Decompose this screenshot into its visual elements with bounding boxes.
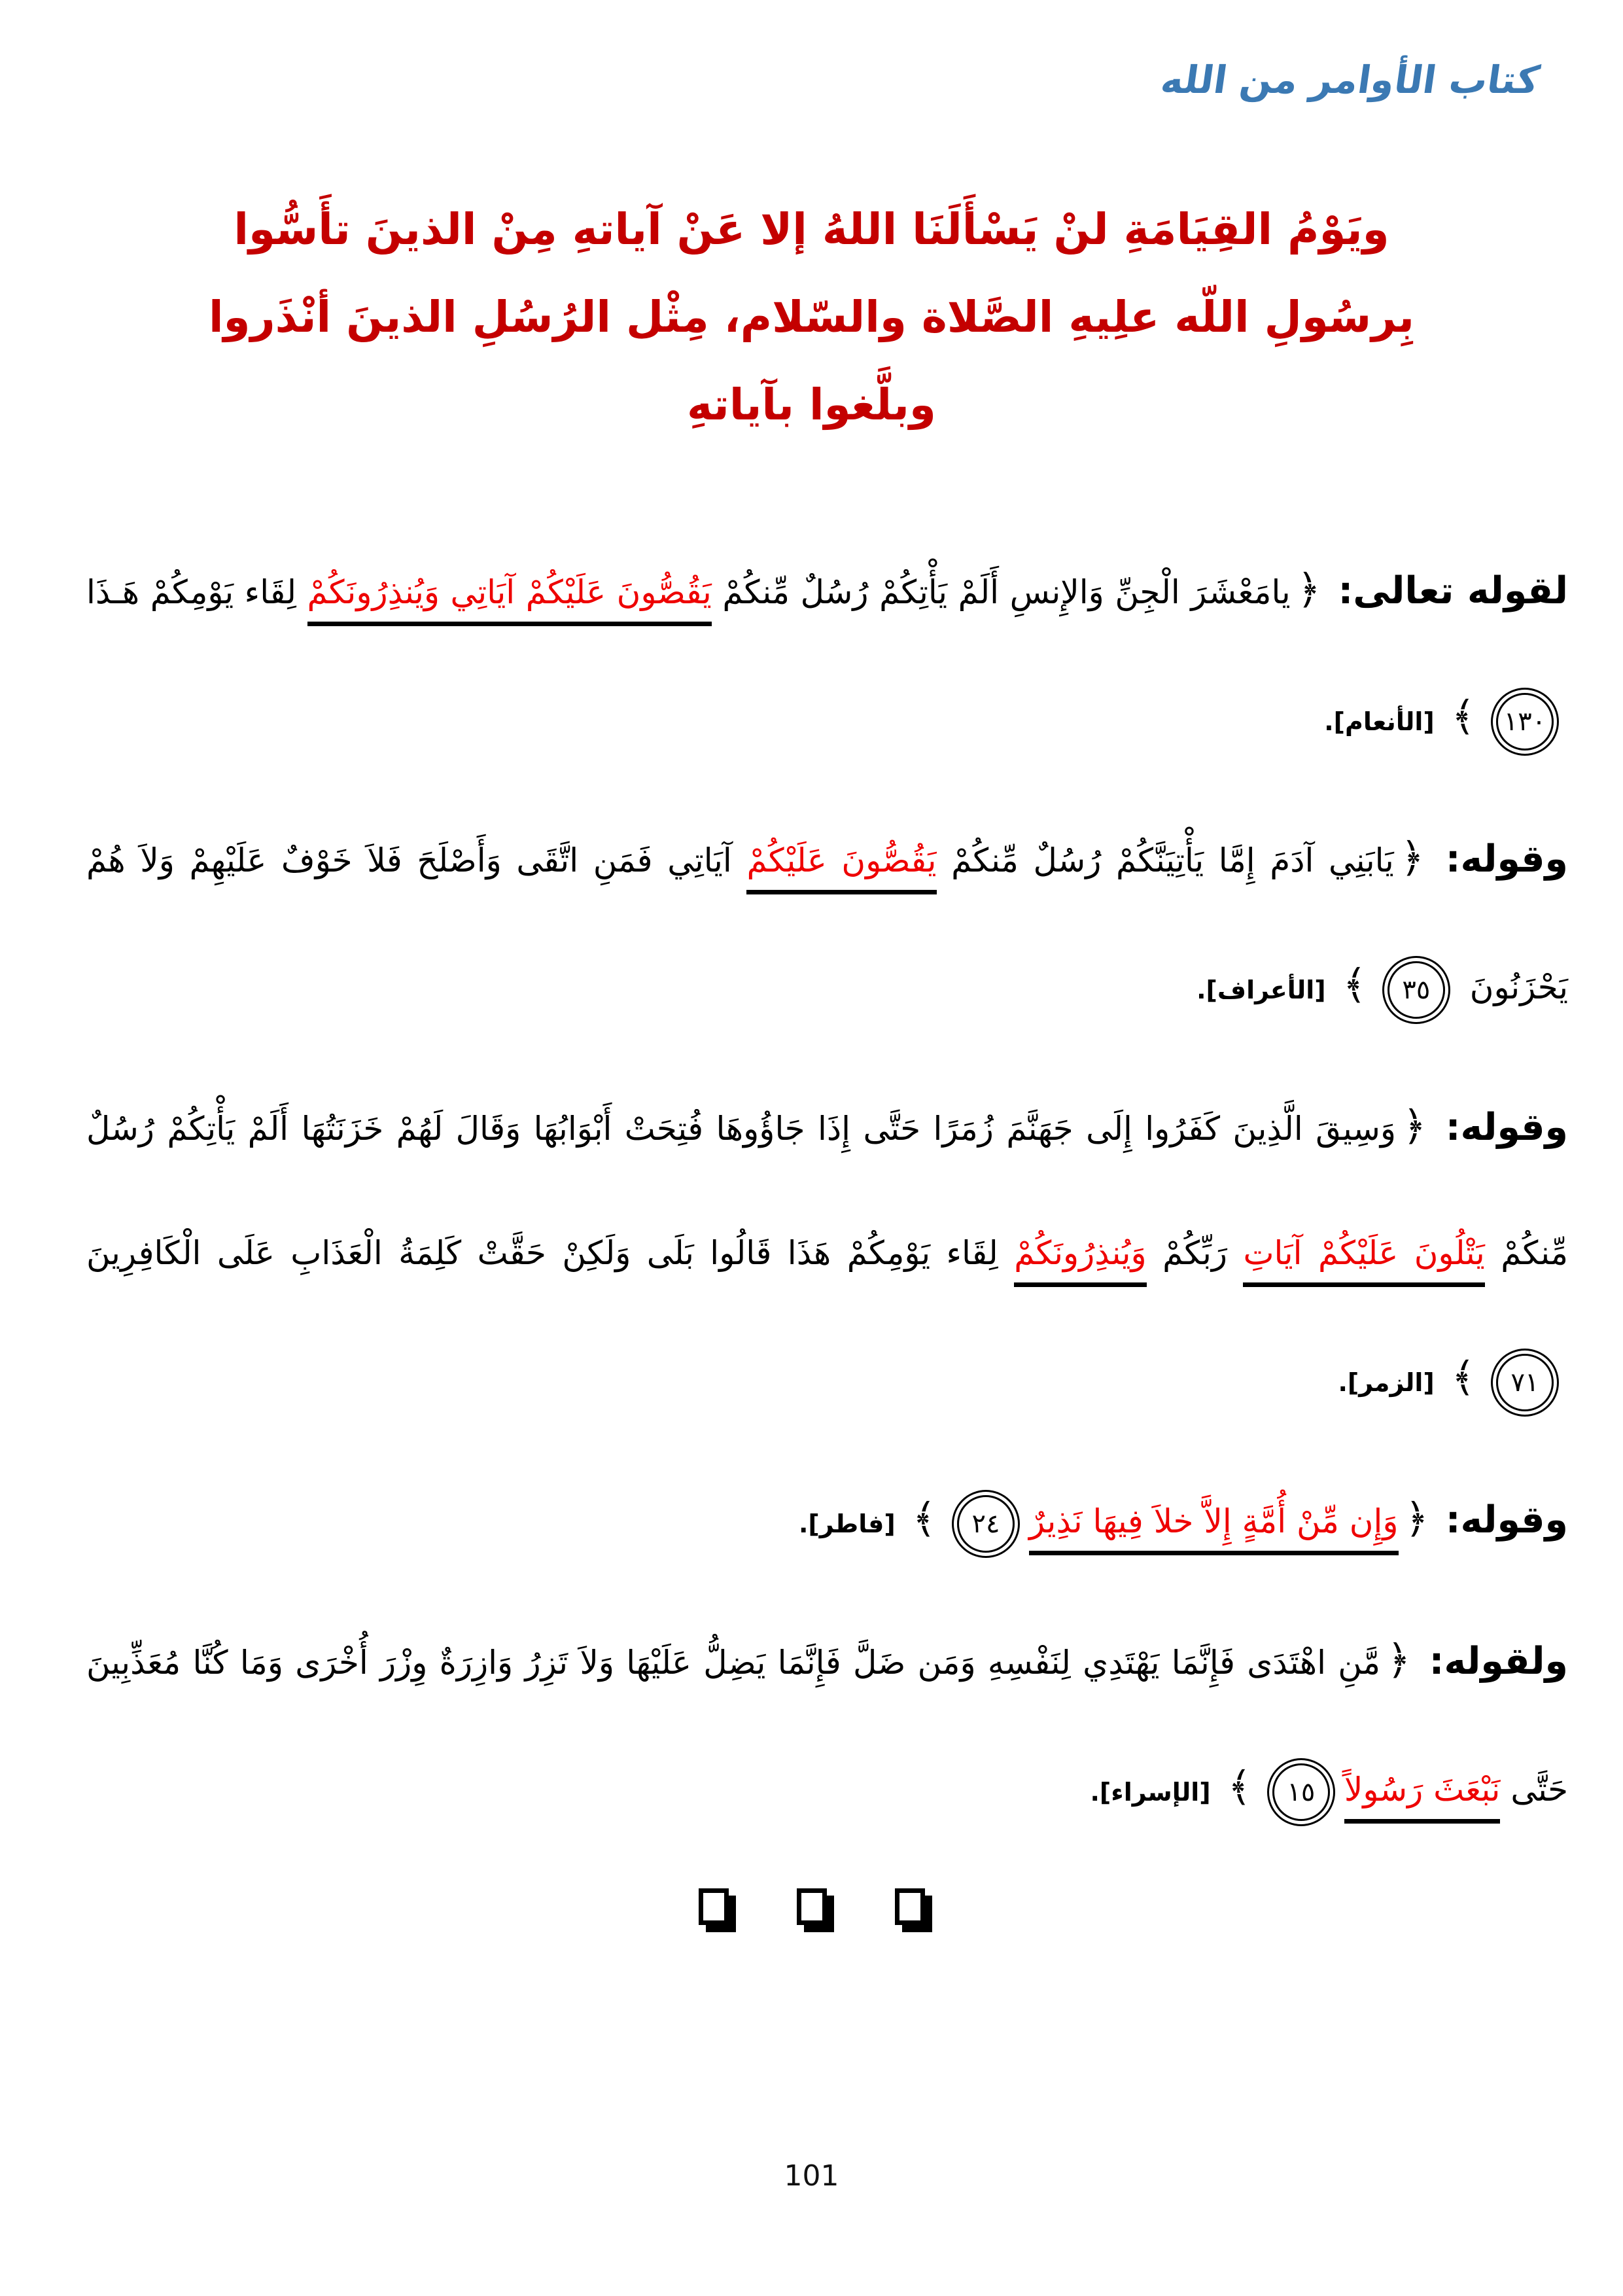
ornate-close-bracket-icon: ﴾ — [1451, 692, 1475, 740]
ornate-close-bracket-icon: ﴾ — [1227, 1763, 1251, 1810]
quote-lead: لقوله تعالى: — [1338, 569, 1568, 612]
quote-lead: وقوله: — [1445, 838, 1568, 881]
quote-lead: وقوله: — [1445, 1498, 1568, 1542]
verse-segment: يَتْلُونَ عَلَيْكُمْ آيَاتِ — [1243, 1234, 1484, 1287]
quran-quote-paragraph — [86, 1064, 1568, 1445]
ornate-open-bracket-icon: ﴿ — [1402, 1102, 1427, 1150]
surah-reference: [الأعراف]. — [1196, 976, 1326, 1004]
ornate-open-bracket-icon: ﴿ — [1400, 834, 1425, 881]
verse-segment: مَّنِ اهْتَدَى فَإِنَّمَا يَهْتَدِي لِنَفْسِهِ وَمَن ضَلَّ فَإِنَّمَا يَضِلُّ عَلَيْهَا وَلاَ تَزِرُ وَازِرَةٌ وِزْرَ أُخْرَى وَمَا كُنَّا مُعَذِّبِينَ حَتَّى — [86, 1644, 1568, 1809]
verse-segment: نَبْعَثَ رَسُولاً — [1344, 1771, 1501, 1824]
quote-lead: وقوله: — [1445, 1106, 1568, 1149]
verse-number-badge: ٧١ — [1496, 1354, 1554, 1411]
heading-line: ويَوْمُ القِيَامَةِ لنْ يَسْأَلَنَا اللهُ إلا عَنْ آياتهِ مِنْ الذينَ تأَسُّوا — [234, 204, 1389, 255]
verse-number-badge: ٣٥ — [1387, 961, 1445, 1019]
quran-quote-paragraph — [86, 796, 1568, 1052]
verse-segment: رَبِّكُمْ — [1146, 1234, 1244, 1272]
quotes-container — [0, 527, 1623, 1854]
verse-number-badge: ٢٤ — [957, 1495, 1015, 1553]
quran-quote-paragraph — [86, 1457, 1568, 1586]
page-number: 101 — [784, 2159, 839, 2193]
verse-segment: آيَاتِي فَمَنِ اتَّقَى وَأَصْلَحَ فَلاَ خَوْفٌ عَلَيْهِمْ وَلاَ هُمْ يَحْزَنُونَ — [86, 841, 1568, 1006]
surah-reference: [الإسراء]. — [1090, 1778, 1211, 1807]
square-bullet-icon — [895, 1888, 925, 1925]
square-bullet-icon — [797, 1888, 827, 1925]
verse-segment: وَإِن مِّنْ أُمَّةٍ إِلاَّ خلاَ فِيهَا نَذِيرٌ — [1029, 1502, 1399, 1555]
verse-segment: لِقَاء يَوْمِكُمْ هَـذَا — [86, 573, 307, 611]
surah-reference: [فاطر]. — [798, 1510, 896, 1538]
quran-quote-paragraph — [86, 527, 1568, 784]
section-heading — [0, 186, 1623, 449]
verse-segment: يَقُصُّونَ عَلَيْكُمْ — [746, 841, 936, 894]
page-header — [0, 0, 1623, 102]
quote-lead: ولقوله: — [1429, 1640, 1568, 1683]
surah-reference: [الزمر]. — [1338, 1368, 1435, 1397]
heading-line: بِرسُولِ اللّه علِيهِ الصَّلاة والسّلام، مِثْل الرُسُلِ الذينَ أنْذَروا — [208, 292, 1415, 342]
ornate-close-bracket-icon: ﴾ — [1342, 961, 1367, 1008]
verse-segment: لِقَاء يَوْمِكُمْ هَذَا قَالُوا بَلَى وَلَكِنْ حَقَّتْ كَلِمَةُ الْعَذَابِ عَلَى الْكَافِرِينَ — [86, 1234, 1015, 1272]
ornate-close-bracket-icon: ﴾ — [1451, 1353, 1475, 1401]
chapter-calligraphy: كتاب الأوامر من الله — [1158, 58, 1543, 102]
verse-segment: يَابَنِي آدَمَ إِمَّا يَأْتِيَنَّكُمْ رُسُلٌ مِّنكُمْ — [936, 841, 1394, 879]
heading-line: وبلَّغوا بآياتهِ — [687, 380, 936, 430]
verse-number-badge: ١٣٠ — [1496, 693, 1554, 751]
square-bullet-icon — [699, 1888, 729, 1925]
verse-segment: يَقُصُّونَ عَلَيْكُمْ آيَاتِي وَيُنذِرُونَكُمْ — [307, 573, 712, 626]
verse-segment: يامَعْشَرَ الْجِنِّ وَالإِنسِ أَلَمْ يَأْتِكُمْ رُسُلٌ مِّنكُمْ — [711, 573, 1291, 611]
ornate-open-bracket-icon: ﴿ — [1297, 565, 1321, 613]
quran-quote-paragraph — [86, 1598, 1568, 1854]
verse-segment: وَيُنذِرُونَكُمْ — [1014, 1234, 1147, 1287]
ornate-close-bracket-icon: ﴾ — [912, 1494, 936, 1542]
section-end-ornament — [0, 1888, 1623, 1928]
ornate-open-bracket-icon: ﴿ — [1387, 1636, 1411, 1684]
ornate-open-bracket-icon: ﴿ — [1405, 1494, 1429, 1542]
verse-number-badge: ١٥ — [1272, 1763, 1330, 1821]
surah-reference: [الأنعام]. — [1324, 707, 1435, 736]
verse-segment: وَسِيقَ الَّذِينَ كَفَرُوا إِلَى جَهَنَّمَ زُمَرًا حَتَّى إِذَا جَاؤُوهَا فُتِحَتْ أَبْوَابُهَا وَقَالَ لَهُمْ خَزَنَتُهَا أَلَمْ يَأْتِكُمْ رُسُلٌ مِّنكُمْ — [86, 1110, 1568, 1272]
